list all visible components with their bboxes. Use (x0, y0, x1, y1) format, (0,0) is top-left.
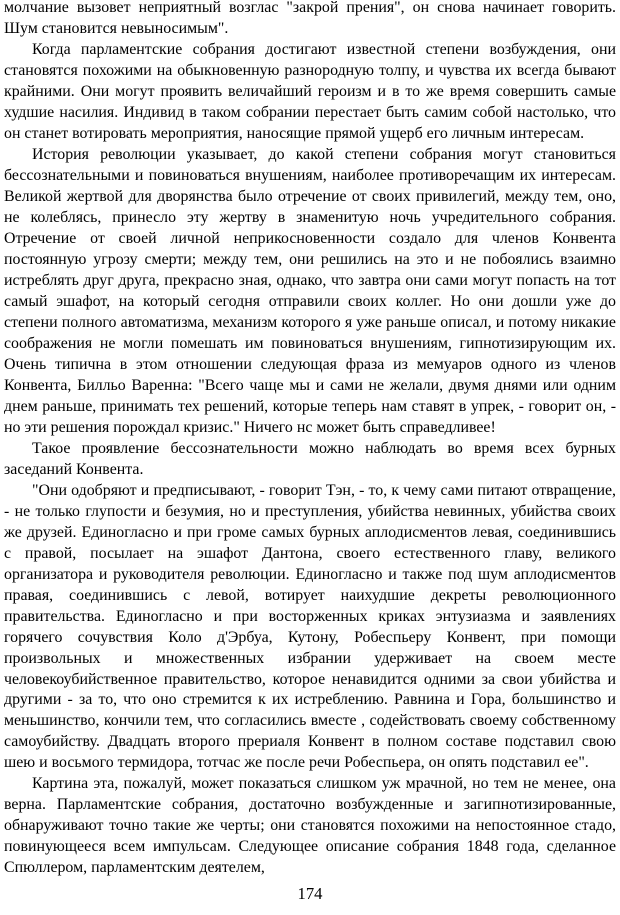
paragraph-3: История революции указывает, до какой степени собрания могут становиться бессознательными и повиноваться внушениям, наиболее противоречащим их интересам. Великой жертвой для дворянства было отречение от своих привилегий, между тем, оно, не колеблясь, принесло эту жертву в знаменитую ночь учредительного собрания. Отречение от своей личной неприкосновенности создало для членов Конвента постоянную угрозу смерти; между тем, они решились на это и не побоялись взаимно истреблять друг друга, прекрасно зная, однако, что завтра они сами могут попасть на тот самый эшафот, на который сегодня отправили своих коллег. Но они дошли уже до степени полного автоматизма, механизм которого я уже раньше описал, и потому никакие соображения не могли помешать им повиноваться внушениям, гипнотизирующим их. Очень типична в этом отношении следующая фраза из мемуаров одного из членов Конвента, Билльо Варенна: "Всего чаще мы и сами не желали, двумя днями или одним днем раньше, принимать тех решений, которые теперь нам ставят в упрек, - говорит он, - но эти решения порождал кризис." Ничего нс может быть справедливее! (4, 145, 616, 436)
paragraph-5: "Они одобряют и предписывают, - говорит Тэн, - то, к чему сами питают отвращение, - не только глупости и безумия, но и преступления, убийства невинных, убийства своих же друзей. Единогласно и при громе самых бурных аплодисментов левая, соединившись с правой, посылает на эшафот Дантона, своего естественного главу, великого организатора и руководителя революции. Единогласно и также под шум аплодисментов правая, соединившись с левой, вотирует наихудшие декреты революционного правительства. Единогласно и при восторженных криках энтузиазма и заявлениях горячего сочувствия Коло д'Эрбуа, Кутону, Робеспьеру Конвент, при помощи произвольных и множественных избрании удерживает на своем месте человекоубийственное правительство, которое ненавидится одними за свои убийства и другими - за то, что оно стремится к их истреблению. Равнина и Гора, большинство и меньшинство, кончили тем, что согласились вместе , содействовать своему собственному самоубийству. Двадцать второго прериаля Конвент в полном составе подставил свою шею и восьмого термидора, тотчас же после речи Робеспьера, он опять подставил ее". (4, 481, 616, 772)
paragraph-4: Такое проявление бессознательности можно наблюдать во время всех бурных заседаний Конвента. (4, 439, 616, 478)
paragraph-2: Когда парламентские собрания достигают известной степени возбуждения, они становятся похожими на обыкновенную разнородную толпу, и чувства их всегда бывают крайними. Они могут проявить величайший героизм и в то же время совершить самые худшие насилия. Индивид в таком собрании перестает быть самим собой настолько, что он станет вотировать мероприятия, наносящие прямой ущерб его личным интересам. (4, 40, 616, 142)
paragraph-1: молчание вызовет неприятный возглас "закрой прения", он снова начинает говорить. Шум становится невыносимым". (4, 0, 616, 37)
body-text (4, 0, 616, 879)
paragraph-6: Картина эта, пожалуй, может показаться слишком уж мрачной, но тем не менее, она верна. Парламентские собрания, достаточно возбужденные и загипнотизированные, обнаруживают точно такие же черты; они становятся похожими на непостоянное стадо, повинующееся всем импульсам. Следующее описание собрания 1848 года, сделанное Спюллером, парламентским деятелем, (4, 775, 616, 877)
page-number: 174 (297, 884, 323, 903)
